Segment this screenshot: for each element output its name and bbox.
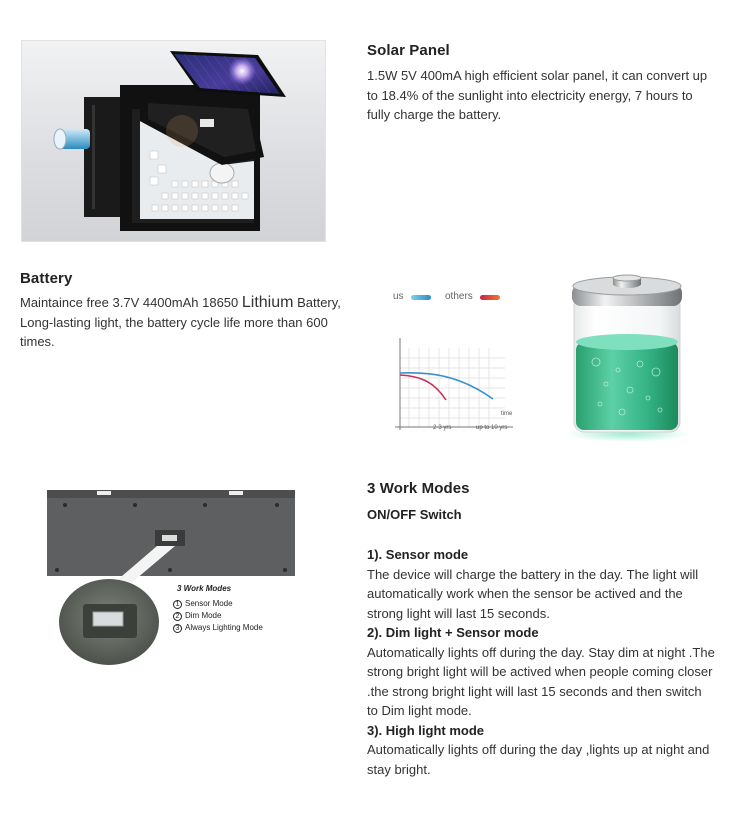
- battery-heading: Battery: [20, 270, 73, 287]
- solar-line: fully charge the battery.: [367, 107, 502, 122]
- work-modes-heading: 3 Work Modes: [367, 480, 470, 497]
- battery-line-2: Long-lasting light, the battery cycle life more than 600 times.: [20, 314, 328, 349]
- battery-life-chart: [383, 285, 525, 445]
- solar-line: 1.5W 5V 400mA high efficient solar panel, it can convert up: [367, 68, 708, 83]
- legend-us-swatch: [411, 295, 431, 300]
- x-axis-label: time: [501, 411, 513, 417]
- battery-spec-suffix: Battery,: [293, 295, 341, 310]
- solar-line: to 18.4% of the sunlight into electricity energy, 7 hours to: [367, 87, 693, 103]
- solar-panel-description: [367, 66, 727, 125]
- mode-2-line: .the strong bright light will last 15 seconds and then switch: [367, 683, 702, 699]
- mode-2-heading: 2). Dim light + Sensor mode: [367, 625, 539, 640]
- solar-panel-heading: Solar Panel: [367, 42, 450, 59]
- number-circle-icon: 1: [173, 600, 182, 609]
- battery-lithium-text: Lithium: [241, 294, 294, 311]
- work-modes-list: [367, 545, 737, 779]
- mode-1-line: The device will charge the battery in the day. The light will: [367, 566, 699, 582]
- legend-others-label: others: [445, 291, 473, 302]
- x-tick-2-3yrs: 2-3 yrs: [433, 425, 452, 431]
- battery-description: [20, 293, 365, 352]
- mode-2-line: strong bright light will be actived when people coming closer: [367, 664, 713, 679]
- mode-2-line: Automatically lights off during the day. Stay dim at night .The: [367, 644, 715, 660]
- option-label: Always Lighting Mode: [185, 623, 263, 632]
- solar-light-illustration: [22, 41, 326, 242]
- mode-3-line: Automatically lights off during the day ,lights up at night and: [367, 742, 710, 757]
- device-back-illustration: [45, 486, 300, 674]
- modes-caption-option: [173, 611, 221, 621]
- mode-1-heading: 1). Sensor mode: [367, 547, 469, 562]
- battery-image: [560, 272, 700, 442]
- legend-others-swatch: [480, 295, 500, 300]
- number-circle-icon: 2: [173, 612, 182, 621]
- battery-spec-text: Maintaince free 3.7V 4400mAh 18650: [20, 295, 242, 310]
- modes-caption-title: 3 Work Modes: [177, 584, 232, 593]
- mode-3-heading: 3). High light mode: [367, 722, 484, 738]
- number-circle-icon: 3: [173, 624, 182, 633]
- mode-3-line: stay bright.: [367, 761, 431, 777]
- modes-caption-option: [173, 623, 263, 633]
- on-off-switch-label: ON/OFF Switch: [367, 507, 462, 522]
- mode-1-line: strong light will last 15 seconds.: [367, 605, 550, 621]
- legend-us-label: us: [393, 291, 404, 302]
- option-label: Dim Mode: [185, 611, 222, 620]
- mode-1-line: automatically work when the sensor be actived and the: [367, 586, 683, 601]
- battery-line-1: [20, 293, 365, 313]
- modes-caption-option: [173, 599, 233, 609]
- solar-light-image: [21, 40, 326, 242]
- x-tick-10yrs: up to 10 yrs: [476, 425, 508, 431]
- option-label: Sensor Mode: [185, 599, 233, 608]
- mode-2-line: to Dim light mode.: [367, 703, 472, 718]
- battery-illustration: [560, 272, 700, 442]
- work-modes-image: [45, 486, 300, 674]
